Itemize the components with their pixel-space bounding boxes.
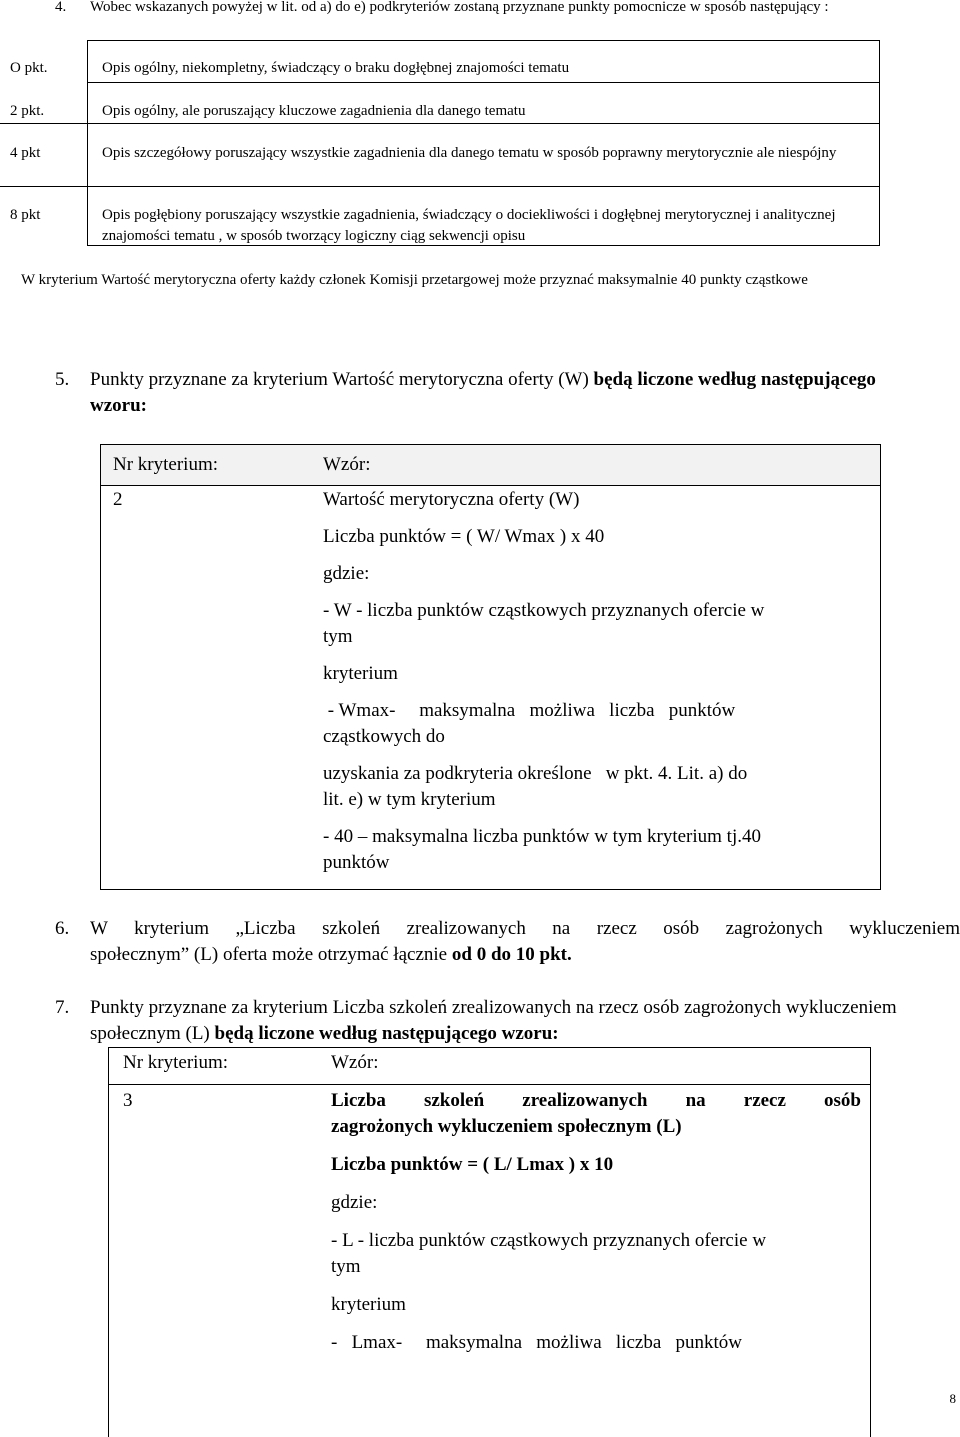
points-label: 4 pkt <box>10 145 41 161</box>
points-criteria-table <box>0 40 880 246</box>
definition-line: tym <box>331 1256 361 1277</box>
section-6-line-1: W kryterium „Liczba szkoleń zrealizowanych na rzecz osób zagrożonych wykluczeniem <box>90 918 960 939</box>
section-6-number: 6. <box>55 918 70 939</box>
section-7-text-bold: będą liczone według następującego wzoru: <box>214 1023 559 1044</box>
points-label: 2 pkt. <box>10 103 45 119</box>
page-number: 8 <box>949 1391 956 1406</box>
definition-line: - L - liczba punktów cząstkowych przyznanych ofercie w <box>331 1230 767 1251</box>
formula-table-l <box>108 1047 871 1437</box>
section-4-number: 4. <box>55 0 67 15</box>
formula-line: Liczba punktów = ( W/ Wmax ) x 40 <box>323 526 605 547</box>
section-6-line-2-plain: społecznym” (L) oferta może otrzymać łącznie <box>90 944 452 965</box>
section-5-number: 5. <box>55 369 70 390</box>
formula-line: Liczba punktów = ( L/ Lmax ) x 10 <box>331 1154 614 1175</box>
points-description: Opis ogólny, ale poruszający kluczowe zagadnienia dla danego tematu <box>102 103 526 119</box>
definition-line: uzyskania za podkryteria określone w pkt. 4. Lit. a) do <box>323 763 748 784</box>
section-5-text-plain: Punkty przyznane za kryterium Wartość merytoryczna oferty (W) <box>90 369 594 390</box>
formula-body <box>323 487 871 876</box>
table-header <box>101 445 880 486</box>
section-4-intro: Wobec wskazanych powyżej w lit. od a) do e) podkryteriów zostaną przyznane punkty pomocnicze w sposób następujący : <box>90 0 829 15</box>
definition-line: cząstkowych do <box>323 726 445 747</box>
section-6-text <box>90 916 960 968</box>
definition-line: kryterium <box>331 1294 406 1315</box>
max-points-note: W kryterium Wartość merytoryczna oferty każdy członek Komisji przetargowej może przyznać maksymalnie 40 punkty cząstkowe <box>21 272 808 288</box>
criterion-number: 3 <box>123 1090 133 1111</box>
definition-line: - Wmax- maksymalna możliwa liczba punktów <box>323 700 736 721</box>
section-7-text-plain: Punkty przyznane za kryterium Liczba szkoleń zrealizowanych na rzecz osób zagrożonych wykluczeniem społecznym (L) <box>90 997 897 1044</box>
points-label: O pkt. <box>10 60 48 76</box>
column-header-number: Nr kryterium: <box>123 1052 229 1073</box>
criterion-number: 2 <box>113 489 123 510</box>
section-6-points-range: od 0 do 10 pkt. <box>451 944 572 965</box>
definition-line: tym <box>323 626 353 647</box>
column-header-number: Nr kryterium: <box>113 454 219 475</box>
section-5-text <box>90 367 910 419</box>
section-5-text-bold: będą liczone według następującego wzoru: <box>90 369 876 416</box>
table-header <box>109 1048 870 1085</box>
definition-line: - W - liczba punktów cząstkowych przyznanych ofercie w <box>323 600 765 621</box>
section-7-text <box>90 995 910 1047</box>
definition-line: - Lmax- maksymalna możliwa liczba punktów <box>331 1332 743 1353</box>
definition-line: kryterium <box>323 663 398 684</box>
points-description: Opis ogólny, niekompletny, świadczący o braku dogłębnej znajomości tematu <box>102 60 570 76</box>
formula-body <box>331 1088 861 1356</box>
points-label: 8 pkt <box>10 207 41 223</box>
definition-line: - 40 – maksymalna liczba punktów w tym kryterium tj.40 <box>323 826 761 847</box>
definition-line: lit. e) w tym kryterium <box>323 789 496 810</box>
definition-line: punktów <box>323 852 390 873</box>
where-label: gdzie: <box>331 1192 378 1213</box>
criterion-name: Liczba szkoleń zrealizowanych na rzecz osób <box>331 1090 861 1111</box>
section-7-number: 7. <box>55 997 70 1018</box>
column-header-formula: Wzór: <box>323 454 371 475</box>
where-label: gdzie: <box>323 563 370 584</box>
criterion-name-cont: zagrożonych wykluczeniem społecznym (L) <box>331 1116 682 1137</box>
points-description: Opis pogłębiony poruszający wszystkie zagadnienia, świadczący o dociekliwości i dogłębnej merytorycznej i analitycznej znajomości tematu , w sposób tworzący logiczny ciąg sekwencji opisu <box>102 207 836 244</box>
formula-table-w <box>100 444 881 890</box>
criterion-name: Wartość merytoryczna oferty (W) <box>323 489 580 510</box>
points-description: Opis szczegółowy poruszający wszystkie zagadnienia dla danego tematu w sposób poprawny merytorycznie ale niespójny <box>102 145 837 161</box>
column-header-formula: Wzór: <box>331 1052 379 1073</box>
